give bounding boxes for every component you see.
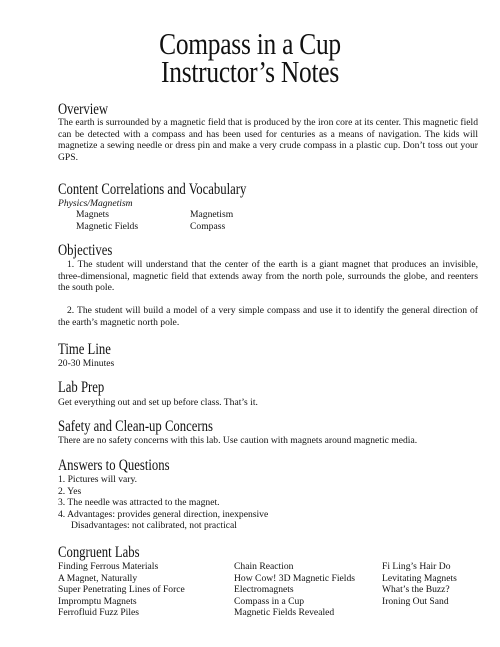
answers-list xyxy=(58,474,268,532)
answer-item: 2. Yes xyxy=(58,485,82,497)
objective-1: 1. The student will understand that the center of the earth is a giant magnet that produces an invisible, three-dimensional, magnetic field that extends away from the north pole, surrounds the globe, and reenters the south pole. xyxy=(58,259,478,293)
objectives-heading: Objectives xyxy=(58,242,113,259)
lab-item: How Cow! 3D Magnetic Fields xyxy=(234,572,355,584)
title-line-1: Compass in a Cup xyxy=(159,26,341,61)
labprep-text: Get everything out and set up before class. That’s it. xyxy=(58,397,258,408)
answer-item: 4. Advantages: provides general direction, inexpensive xyxy=(58,508,269,520)
overview-text: The earth is surrounded by a magnetic field that is produced by the iron core at its center. This magnetic field can be detected with a compass and has been used for centuries as a means of navigation. The kids will magnetize a sewing needle or dress pin and make a very crude compass in a plastic cup. Don’t toss out your GPS. xyxy=(58,117,478,163)
congruent-heading: Congruent Labs xyxy=(58,544,140,561)
title-line-2: Instructor’s Notes xyxy=(161,54,339,89)
congruent-col-1 xyxy=(58,561,185,619)
lab-item: Impromptu Magnets xyxy=(58,595,137,607)
lab-item: Levitating Magnets xyxy=(382,572,457,584)
lab-item: Ironing Out Sand xyxy=(382,595,449,607)
lab-item: Electromagnets xyxy=(234,584,294,596)
lab-item: Magnetic Fields Revealed xyxy=(234,607,335,619)
answer-item: 3. The needle was attracted to the magnet. xyxy=(58,497,220,509)
answer-item: Disadvantages: not calibrated, not practical xyxy=(71,520,237,532)
lab-item: Ferrofluid Fuzz Piles xyxy=(58,607,140,619)
overview-heading: Overview xyxy=(58,101,109,118)
lab-item: Fi Ling’s Hair Do xyxy=(382,561,451,572)
congruent-col-2 xyxy=(234,561,355,619)
lab-item: What’s the Buzz? xyxy=(382,584,450,596)
content-heading: Content Correlations and Vocabulary xyxy=(58,181,247,198)
lab-item: Finding Ferrous Materials xyxy=(58,561,159,572)
timeline-heading: Time Line xyxy=(58,341,111,358)
timeline-text: 20-30 Minutes xyxy=(58,358,115,369)
answers-heading: Answers to Questions xyxy=(58,457,170,474)
vocab-item: Magnetism xyxy=(190,209,234,220)
objective-2: 2. The student will build a model of a very simple compass and use it to identify the general direction of the earth’s magnetic north pole. xyxy=(58,305,478,328)
lab-item: A Magnet, Naturally xyxy=(58,572,138,584)
labprep-heading: Lab Prep xyxy=(58,379,105,396)
answer-item: 1. Pictures will vary. xyxy=(58,474,138,485)
lab-item: Chain Reaction xyxy=(234,561,294,572)
vocab-item: Magnetic Fields xyxy=(76,221,139,232)
subject-label: Physics/Magnetism xyxy=(58,198,133,209)
congruent-col-3 xyxy=(382,561,457,607)
lab-item: Super Penetrating Lines of Force xyxy=(58,584,185,596)
safety-heading: Safety and Clean-up Concerns xyxy=(58,418,213,435)
vocab-item: Compass xyxy=(190,221,226,232)
lab-item: Compass in a Cup xyxy=(234,595,305,607)
vocab-item: Magnets xyxy=(76,209,110,220)
safety-text: There are no safety concerns with this lab. Use caution with magnets around magnetic media. xyxy=(58,435,418,446)
